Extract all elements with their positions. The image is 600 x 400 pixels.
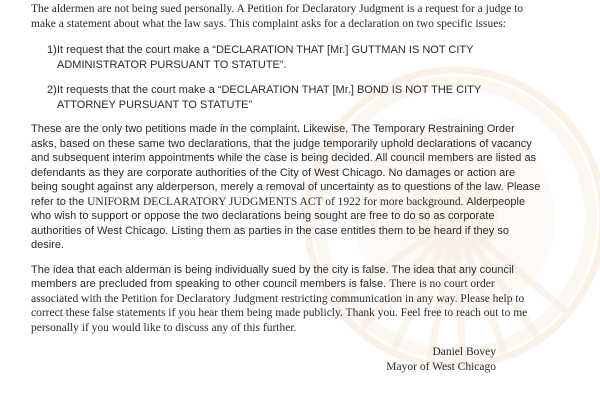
signature-title: Mayor of West Chicago — [386, 360, 496, 373]
issues-list — [31, 43, 542, 112]
signature-block — [31, 345, 542, 374]
petitions-paragraph — [31, 122, 542, 253]
list-item — [47, 83, 542, 112]
intro-paragraph: The aldermen are not being sued personally. A Petition for Declaratory Judgment is a request for a judge to make a statement about what the law says. This complaint asks for a declaration on two specific issues: — [31, 3, 524, 30]
paragraph-segment: UNIFORM DECLARATORY JUDGMENTS ACT of 1922 for more background. — [84, 195, 467, 208]
list-item-number: 1) — [47, 44, 57, 56]
paragraph-segment: There is no court order associated with the Petition for Declaratory Judgment restricting communication in any way. Please help to correct these false statements if you hear them being made publicly. Thank you. Feel free to reach out to me personally if you would like to discuss any of this further. — [31, 278, 528, 334]
list-item — [47, 43, 542, 72]
list-item-text: It request that the court make a “DECLARATION THAT [Mr.] GUTTMAN IS NOT CITY ADMINISTRATOR PURSUANT TO STATUTE”. — [57, 44, 474, 71]
list-item-text: It requests that the court make a “DECLARATION THAT [Mr.] BOND IS NOT THE CITY ATTORNEY PURSUANT TO STATUTE” — [57, 84, 482, 111]
paragraph-segment: The idea that each alderman is being individually sued by the city is false. The idea that any council members are precluded from speaking to other council members is false. — [31, 263, 514, 290]
paragraph-segment: These are the only two petitions made in the complaint. Likewise, The Temporary Restraining Order asks, based on these same two declarations, that the judge temporarily uphold declarations of vacancy and subsequent interim appointments while the case is being decided. All council members are listed as defendants as they are corporate authorities of the City of West Chicago. No damages or action are being sought against any alderperson, merely a removal of uncertainty as to questions of the law. Please refer to the — [31, 123, 541, 208]
list-item-number: 2) — [47, 84, 57, 96]
signature-name: Daniel Bovey — [432, 346, 496, 358]
clarification-paragraph — [31, 263, 542, 336]
paragraph-segment: Alderpeople who wish to support or oppose the two declarations being sought are free to do so as corporate authorities of West Chicago. Listing them as parties in the case entitles them to be heard if they so desire. — [31, 195, 526, 251]
